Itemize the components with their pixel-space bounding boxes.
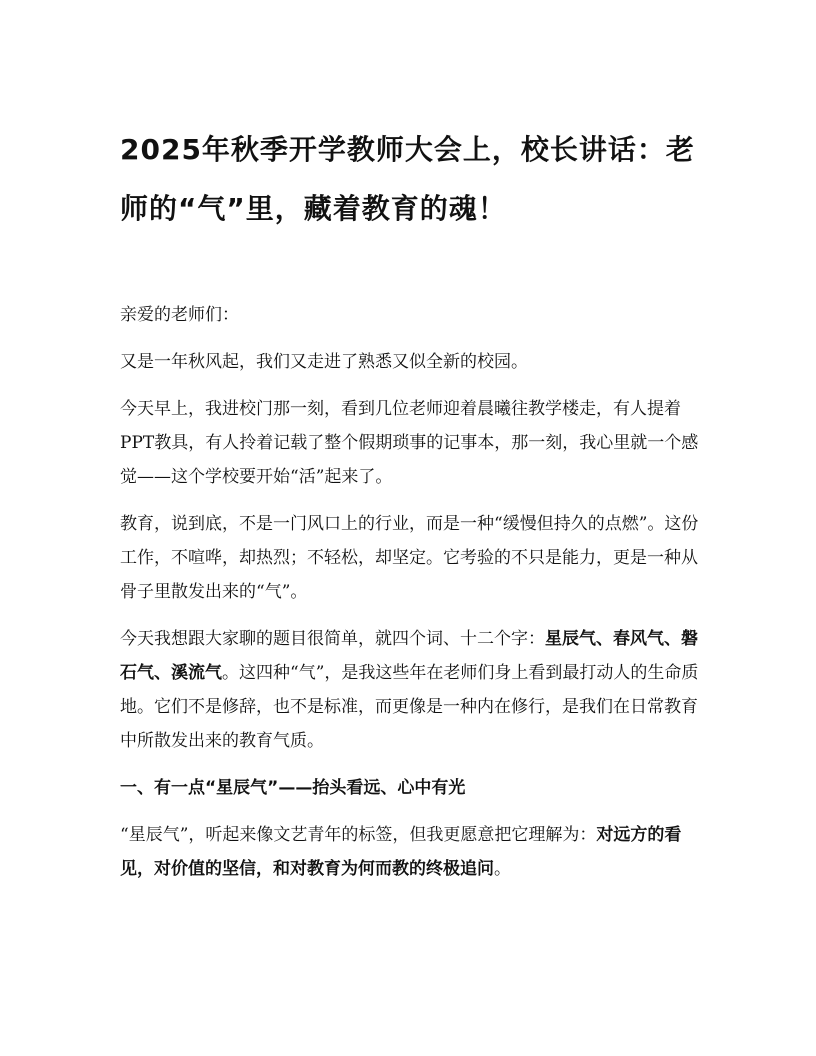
- document-title: 2025年秋季开学教师大会上，校长讲话：老师的“气”里，藏着教育的魂！: [120, 133, 695, 225]
- paragraph-4-emphasis: 星辰气、春风气、磐石气、溪流气: [120, 629, 698, 683]
- paragraph-4: [120, 622, 700, 758]
- document-body: [120, 298, 700, 899]
- paragraph-3: 教育，说到底，不是一门风口上的行业，而是一种“缓慢但持久的点燃”。这份工作，不喧哗，却热烈；不轻松，却坚定。它考验的不只是能力，更是一种从骨子里散发出来的“气”。: [120, 514, 699, 602]
- paragraph-5-emphasis: 对远方的看见，对价值的坚信，和对教育为何而教的终极追问: [120, 825, 682, 879]
- greeting: 亲爱的老师们：: [120, 305, 239, 325]
- section-1-heading: 一、有一点“星辰气”——抬头看远、心中有光: [120, 778, 466, 798]
- paragraph-5: [120, 818, 700, 886]
- paragraph-5-text: “星辰气”，听起来像文艺青年的标签，但我更愿意把它理解为：: [120, 825, 597, 845]
- paragraph-5-rest: 。: [494, 859, 511, 879]
- paragraph-1: 又是一年秋风起，我们又走进了熟悉又似全新的校园。: [120, 352, 528, 372]
- paragraph-4-rest: 。这四种“气”，是我这些年在老师们身上看到最打动人的生命质地。它们不是修辞，也不是标准，而更像是一种内在修行，是我们在日常教育中所散发出来的教育气质。: [120, 663, 699, 751]
- paragraph-4-text: 今天我想跟大家聊的题目很简单，就四个词、十二个字：: [120, 629, 545, 649]
- paragraph-2: 今天早上，我进校门那一刻，看到几位老师迎着晨曦往教学楼走，有人提着PPT教具，有人拎着记载了整个假期琐事的记事本，那一刻，我心里就一个感觉——这个学校要开始“活”起来了。: [120, 399, 699, 487]
